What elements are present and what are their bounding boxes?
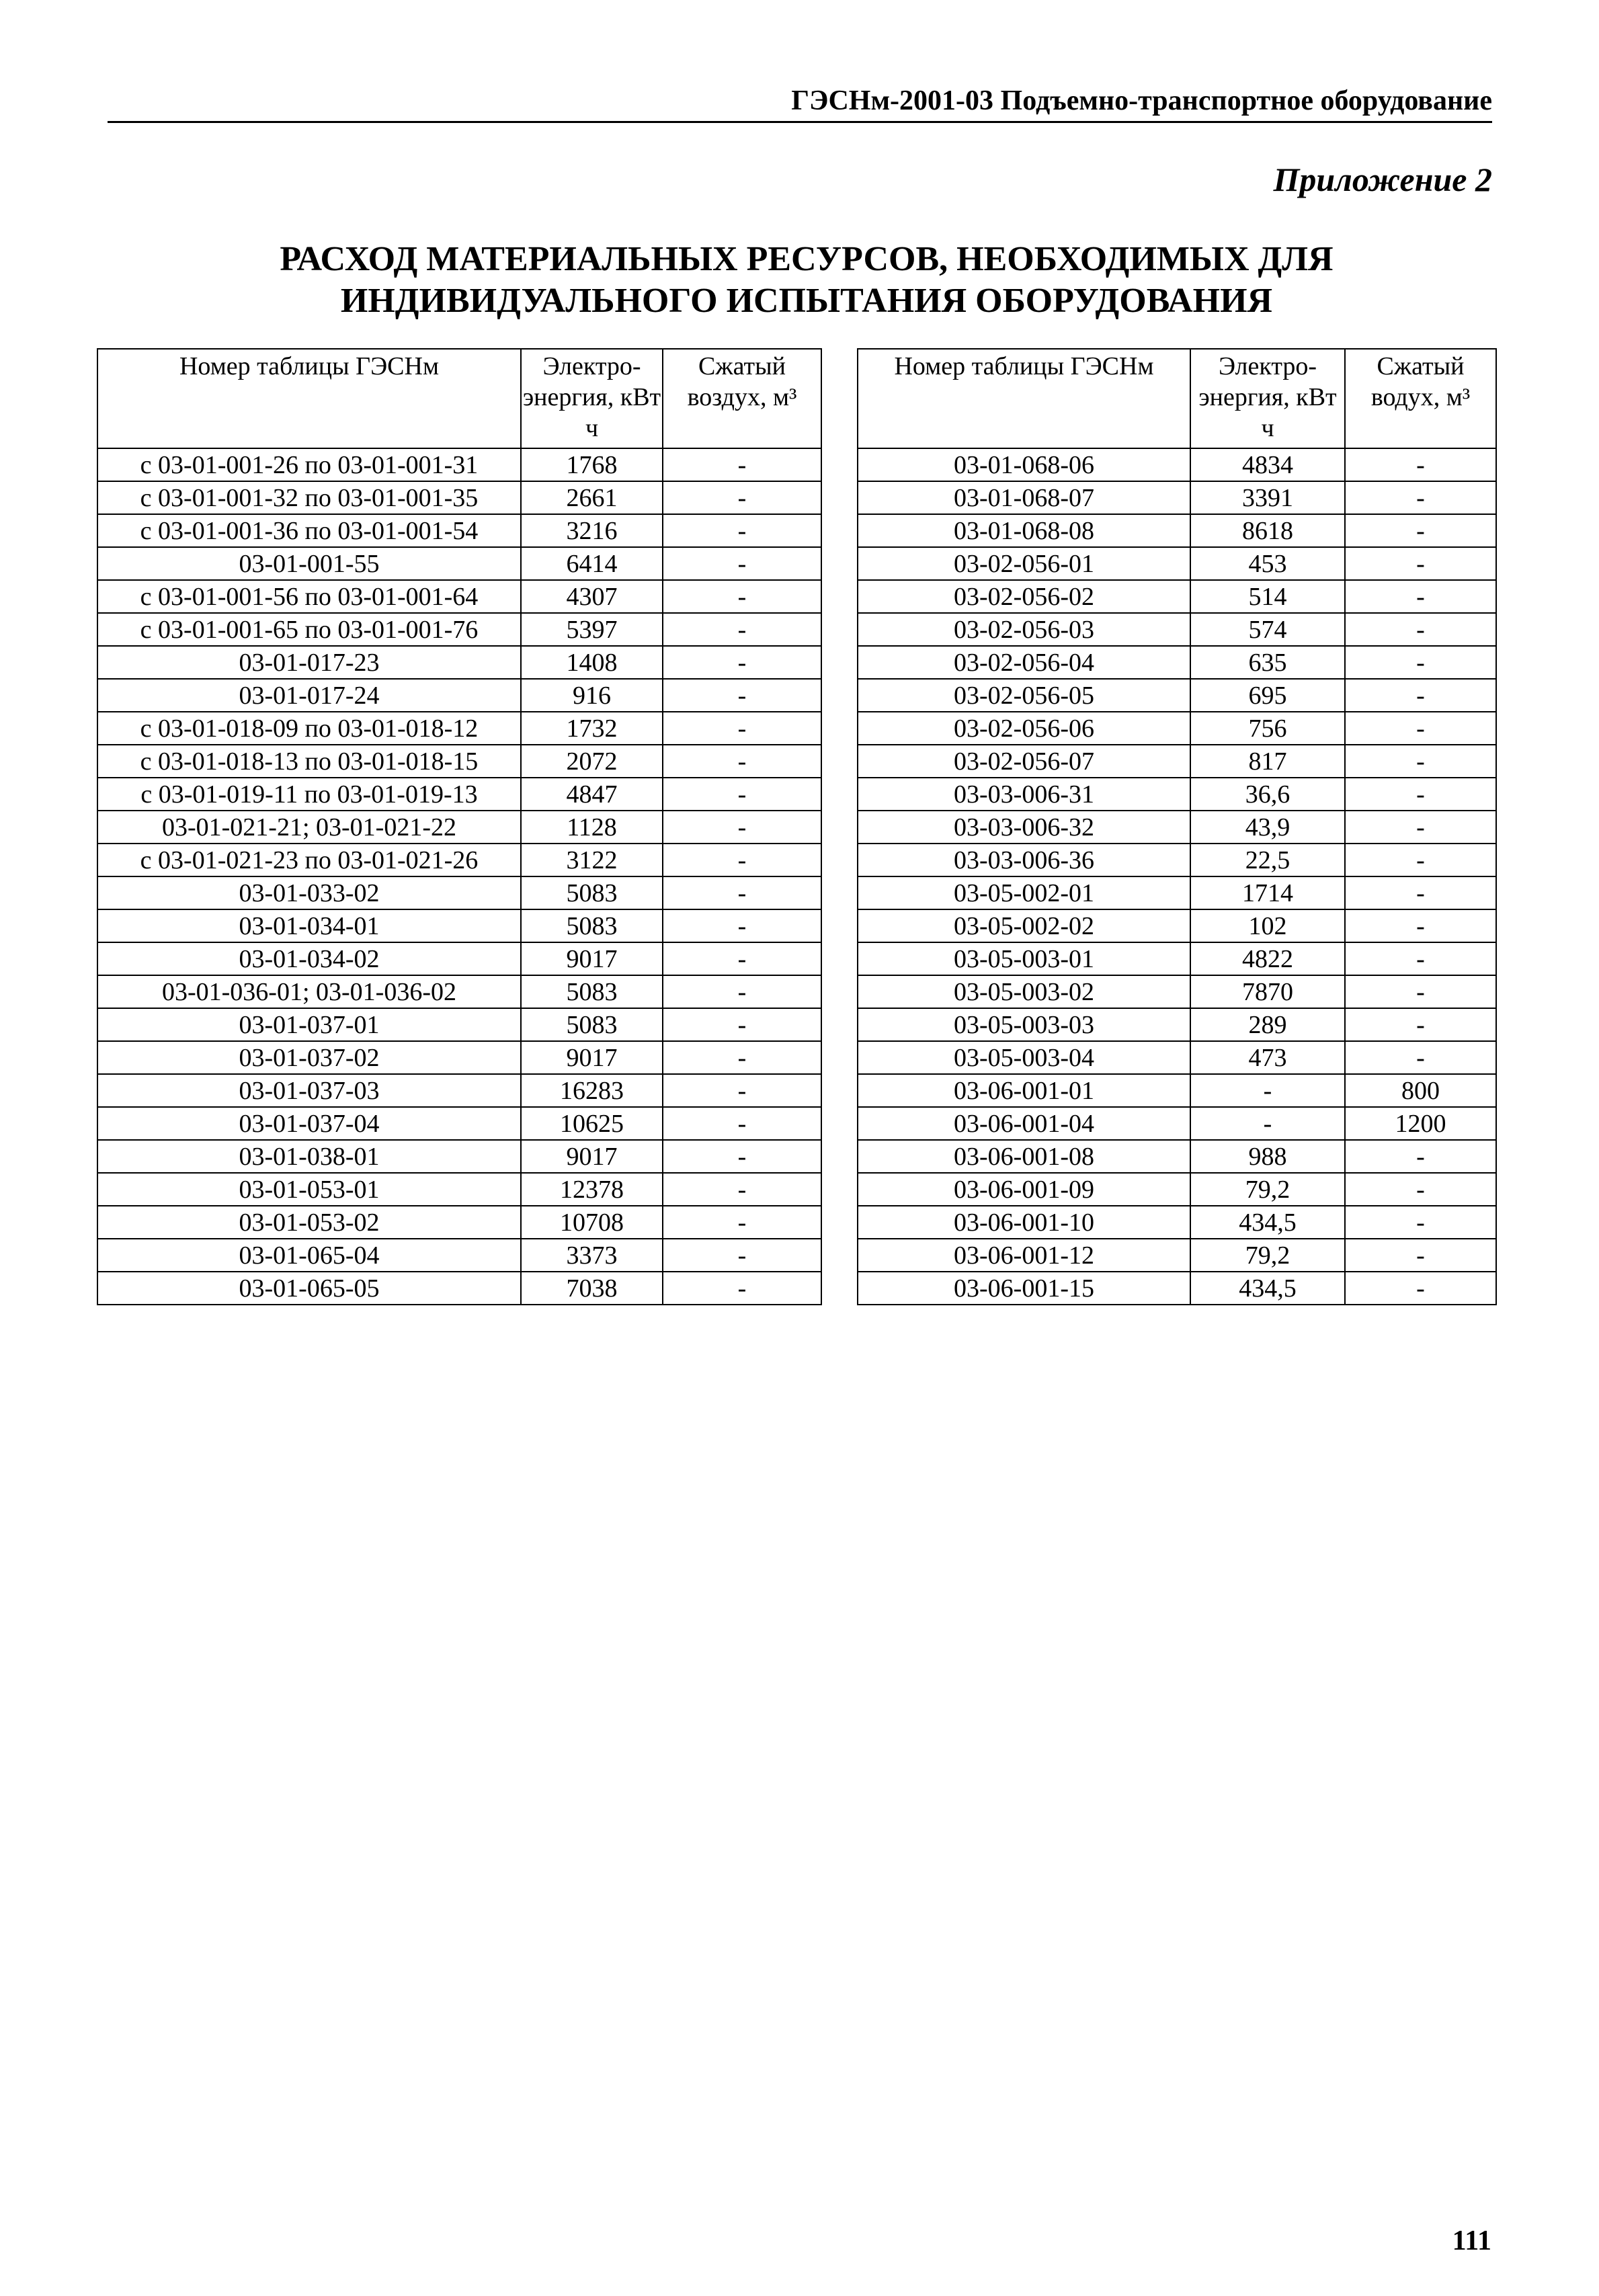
cell-table-number: 03-05-002-02 [858,909,1190,942]
cell-compressed-air: - [663,1272,821,1305]
cell-electricity: - [1190,1074,1345,1107]
table-row [97,975,821,1008]
cell-electricity: 635 [1190,646,1345,679]
cell-electricity: 5083 [521,876,663,909]
table-row [97,712,821,745]
cell-electricity: 7038 [521,1272,663,1305]
cell-table-number: 03-01-034-01 [97,909,521,942]
cell-compressed-air: - [1345,909,1496,942]
cell-electricity: 10625 [521,1107,663,1140]
cell-electricity: 79,2 [1190,1173,1345,1206]
cell-electricity: 9017 [521,1140,663,1173]
running-header [108,79,1492,123]
cell-table-number: 03-03-006-32 [858,811,1190,844]
table-row [97,514,821,547]
cell-compressed-air: 800 [1345,1074,1496,1107]
cell-table-number: 03-03-006-36 [858,844,1190,876]
cell-table-number: с 03-01-021-23 по 03-01-021-26 [97,844,521,876]
cell-electricity: 102 [1190,909,1345,942]
cell-electricity: 16283 [521,1074,663,1107]
table-row [97,942,821,975]
cell-electricity: 916 [521,679,663,712]
table-row [97,1041,821,1074]
cell-electricity: 2072 [521,745,663,778]
cell-table-number: 03-02-056-07 [858,745,1190,778]
document-title [108,239,1506,322]
cell-electricity: 3216 [521,514,663,547]
cell-table-number: 03-05-003-02 [858,975,1190,1008]
cell-compressed-air: - [663,1173,821,1206]
table-row [97,1008,821,1041]
table-row [858,679,1496,712]
cell-table-number: 03-06-001-15 [858,1272,1190,1305]
table-row [858,811,1496,844]
table-row [97,811,821,844]
cell-electricity: 434,5 [1190,1206,1345,1239]
cell-table-number: 03-01-037-03 [97,1074,521,1107]
cell-compressed-air: - [663,547,821,580]
cell-compressed-air: - [663,745,821,778]
cell-electricity: 5083 [521,1008,663,1041]
cell-electricity: 9017 [521,1041,663,1074]
cell-electricity: 8618 [1190,514,1345,547]
table-row [97,778,821,811]
cell-compressed-air: - [1345,1239,1496,1272]
cell-compressed-air: - [1345,448,1496,481]
cell-table-number: с 03-01-001-65 по 03-01-001-76 [97,613,521,646]
cell-table-number: 03-01-068-08 [858,514,1190,547]
cell-electricity: 453 [1190,547,1345,580]
cell-table-number: с 03-01-019-11 по 03-01-019-13 [97,778,521,811]
cell-compressed-air: - [1345,514,1496,547]
cell-compressed-air: 1200 [1345,1107,1496,1140]
cell-electricity: 79,2 [1190,1239,1345,1272]
cell-electricity: 5397 [521,613,663,646]
table-row [97,1206,821,1239]
table-row [97,876,821,909]
cell-compressed-air: - [663,778,821,811]
cell-compressed-air: - [663,514,821,547]
cell-table-number: 03-01-053-02 [97,1206,521,1239]
table-row [858,909,1496,942]
cell-electricity: 574 [1190,613,1345,646]
cell-electricity: 4834 [1190,448,1345,481]
cell-compressed-air: - [663,679,821,712]
cell-table-number: 03-05-003-04 [858,1041,1190,1074]
cell-compressed-air: - [1345,1173,1496,1206]
cell-compressed-air: - [1345,778,1496,811]
cell-electricity: 5083 [521,909,663,942]
cell-electricity: 1768 [521,448,663,481]
cell-electricity: 4307 [521,580,663,613]
cell-table-number: 03-06-001-01 [858,1074,1190,1107]
cell-compressed-air: - [1345,975,1496,1008]
table-row [97,909,821,942]
cell-electricity: 3391 [1190,481,1345,514]
table-row [858,1206,1496,1239]
cell-table-number: с 03-01-018-09 по 03-01-018-12 [97,712,521,745]
cell-table-number: 03-01-068-06 [858,448,1190,481]
table-row [858,580,1496,613]
header-text: ГЭСНм-2001-03 Подъемно-транспортное оборудование [791,85,1492,116]
cell-compressed-air: - [663,1206,821,1239]
cell-table-number: 03-02-056-01 [858,547,1190,580]
title-line: ИНДИВИДУАЛЬНОГО ИСПЫТАНИЯ ОБОРУДОВАНИЯ [340,282,1273,320]
cell-electricity: - [1190,1107,1345,1140]
cell-electricity: 1408 [521,646,663,679]
table-row [858,1107,1496,1140]
table-row [858,1239,1496,1272]
cell-table-number: 03-01-037-04 [97,1107,521,1140]
cell-compressed-air: - [663,481,821,514]
cell-compressed-air: - [1345,876,1496,909]
table-row [858,547,1496,580]
cell-table-number: 03-05-002-01 [858,876,1190,909]
cell-compressed-air: - [663,646,821,679]
cell-compressed-air: - [1345,679,1496,712]
cell-compressed-air: - [1345,481,1496,514]
cell-table-number: 03-01-001-55 [97,547,521,580]
page-number: 111 [1452,2225,1491,2256]
column-header-electricity: Электро-энергия, кВт ч [1190,349,1345,448]
cell-table-number: 03-06-001-08 [858,1140,1190,1173]
cell-table-number: 03-01-068-07 [858,481,1190,514]
table-row [858,745,1496,778]
table-row [858,1041,1496,1074]
table-row [97,1107,821,1140]
cell-compressed-air: - [1345,1206,1496,1239]
cell-electricity: 7870 [1190,975,1345,1008]
cell-compressed-air: - [663,712,821,745]
cell-table-number: 03-01-033-02 [97,876,521,909]
cell-table-number: с 03-01-001-56 по 03-01-001-64 [97,580,521,613]
table-row [97,844,821,876]
cell-electricity: 2661 [521,481,663,514]
column-header-table-number: Номер таблицы ГЭСНм [858,349,1190,448]
cell-table-number: 03-01-017-23 [97,646,521,679]
table-row [97,745,821,778]
table-row [97,1074,821,1107]
table-row [858,778,1496,811]
cell-compressed-air: - [1345,547,1496,580]
cell-electricity: 756 [1190,712,1345,745]
cell-table-number: 03-02-056-05 [858,679,1190,712]
table-row [858,876,1496,909]
cell-compressed-air: - [663,1140,821,1173]
table-row [858,942,1496,975]
cell-electricity: 3122 [521,844,663,876]
cell-table-number: 03-01-053-01 [97,1173,521,1206]
cell-table-number: с 03-01-001-26 по 03-01-001-31 [97,448,521,481]
cell-compressed-air: - [1345,1008,1496,1041]
table-row [858,613,1496,646]
cell-electricity: 22,5 [1190,844,1345,876]
cell-electricity: 4822 [1190,942,1345,975]
table-row [858,712,1496,745]
cell-table-number: 03-01-017-24 [97,679,521,712]
title-line: РАСХОД МАТЕРИАЛЬНЫХ РЕСУРСОВ, НЕОБХОДИМЫХ ДЛЯ [280,240,1334,278]
cell-table-number: 03-01-037-01 [97,1008,521,1041]
cell-compressed-air: - [663,909,821,942]
table-row [97,679,821,712]
cell-compressed-air: - [1345,613,1496,646]
cell-compressed-air: - [663,1074,821,1107]
cell-compressed-air: - [1345,1140,1496,1173]
cell-compressed-air: - [663,580,821,613]
header-row [858,349,1496,448]
cell-electricity: 43,9 [1190,811,1345,844]
cell-table-number: 03-06-001-04 [858,1107,1190,1140]
cell-compressed-air: - [663,942,821,975]
left-table [97,348,822,1305]
cell-table-number: 03-01-065-04 [97,1239,521,1272]
cell-electricity: 4847 [521,778,663,811]
appendix-label: Приложение 2 [1273,161,1492,198]
cell-table-number: с 03-01-001-32 по 03-01-001-35 [97,481,521,514]
table-row [858,481,1496,514]
cell-compressed-air: - [1345,745,1496,778]
cell-electricity: 36,6 [1190,778,1345,811]
cell-compressed-air: - [663,1107,821,1140]
cell-table-number: 03-01-065-05 [97,1272,521,1305]
table-row [97,547,821,580]
table-row [97,1272,821,1305]
table-row [858,448,1496,481]
cell-electricity: 817 [1190,745,1345,778]
cell-compressed-air: - [663,975,821,1008]
table-row [858,514,1496,547]
cell-compressed-air: - [1345,1272,1496,1305]
column-header-compressed-air: Сжатый воздух, м³ [663,349,821,448]
cell-table-number: 03-06-001-12 [858,1239,1190,1272]
cell-compressed-air: - [1345,1041,1496,1074]
cell-compressed-air: - [1345,942,1496,975]
cell-electricity: 514 [1190,580,1345,613]
right-table-body [858,448,1496,1305]
table-row [97,1173,821,1206]
cell-compressed-air: - [663,1041,821,1074]
cell-electricity: 289 [1190,1008,1345,1041]
cell-compressed-air: - [1345,712,1496,745]
cell-table-number: 03-01-036-01; 03-01-036-02 [97,975,521,1008]
table-row [97,580,821,613]
cell-table-number: 03-06-001-09 [858,1173,1190,1206]
cell-table-number: 03-02-056-03 [858,613,1190,646]
cell-compressed-air: - [663,1008,821,1041]
column-header-table-number: Номер таблицы ГЭСНм [97,349,521,448]
column-header-electricity: Электро-энергия, кВт ч [521,349,663,448]
cell-electricity: 1714 [1190,876,1345,909]
table-row [858,975,1496,1008]
table-row [858,1074,1496,1107]
table-row [97,448,821,481]
cell-compressed-air: - [663,1239,821,1272]
cell-compressed-air: - [663,613,821,646]
cell-table-number: 03-06-001-10 [858,1206,1190,1239]
cell-table-number: 03-01-037-02 [97,1041,521,1074]
cell-compressed-air: - [1345,580,1496,613]
cell-compressed-air: - [663,876,821,909]
cell-table-number: с 03-01-018-13 по 03-01-018-15 [97,745,521,778]
cell-table-number: 03-01-034-02 [97,942,521,975]
cell-compressed-air: - [1345,811,1496,844]
cell-table-number: 03-01-038-01 [97,1140,521,1173]
table-row [858,1140,1496,1173]
table-row [97,1140,821,1173]
cell-electricity: 10708 [521,1206,663,1239]
cell-table-number: с 03-01-001-36 по 03-01-001-54 [97,514,521,547]
table-row [858,1008,1496,1041]
cell-compressed-air: - [663,844,821,876]
cell-table-number: 03-02-056-06 [858,712,1190,745]
table-row [97,613,821,646]
cell-table-number: 03-05-003-01 [858,942,1190,975]
cell-electricity: 1732 [521,712,663,745]
table-row [97,481,821,514]
cell-compressed-air: - [663,811,821,844]
cell-electricity: 695 [1190,679,1345,712]
cell-table-number: 03-02-056-04 [858,646,1190,679]
table-row [97,646,821,679]
cell-electricity: 12378 [521,1173,663,1206]
table-row [858,1272,1496,1305]
cell-electricity: 1128 [521,811,663,844]
cell-table-number: 03-03-006-31 [858,778,1190,811]
cell-table-number: 03-02-056-02 [858,580,1190,613]
cell-electricity: 3373 [521,1239,663,1272]
cell-compressed-air: - [1345,844,1496,876]
cell-electricity: 473 [1190,1041,1345,1074]
table-row [858,1173,1496,1206]
cell-compressed-air: - [1345,646,1496,679]
cell-electricity: 434,5 [1190,1272,1345,1305]
cell-compressed-air: - [663,448,821,481]
table-row [97,1239,821,1272]
cell-electricity: 6414 [521,547,663,580]
cell-electricity: 5083 [521,975,663,1008]
left-table-body [97,448,821,1305]
table-row [858,646,1496,679]
table-row [858,844,1496,876]
cell-table-number: 03-05-003-03 [858,1008,1190,1041]
header-row [97,349,821,448]
right-table [857,348,1497,1305]
column-header-compressed-air: Сжатый водух, м³ [1345,349,1496,448]
cell-table-number: 03-01-021-21; 03-01-021-22 [97,811,521,844]
cell-electricity: 9017 [521,942,663,975]
cell-electricity: 988 [1190,1140,1345,1173]
